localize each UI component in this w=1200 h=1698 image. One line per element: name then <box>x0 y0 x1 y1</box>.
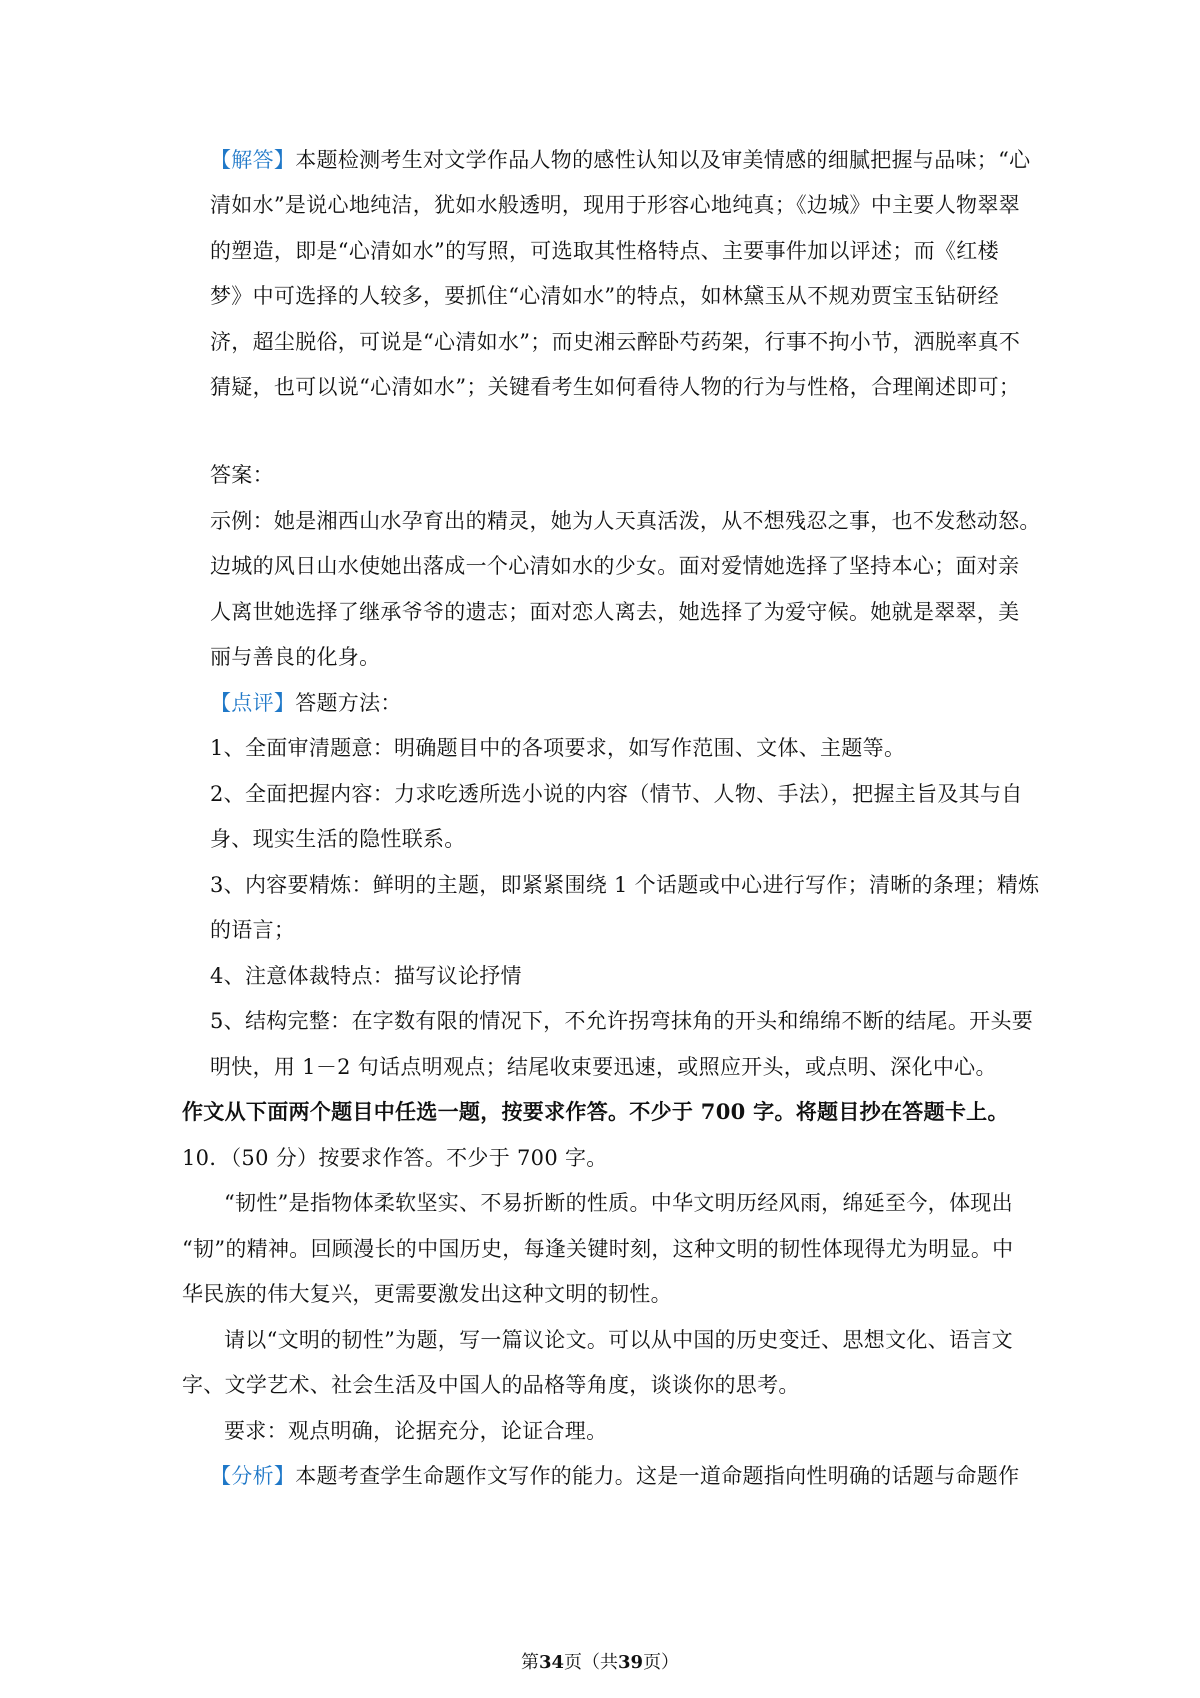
jieda-line: 清如水”是说心地纯洁，犹如水般透明，现用于形容心地纯真；《边城》中主要人物翠翠 <box>210 193 1020 217</box>
footer-prefix: 第 <box>520 1652 539 1673</box>
jieda-line: 的塑造，即是“心清如水”的写照，可选取其性格特点、主要事件加以评述；而《红楼 <box>210 239 999 263</box>
dianping-line: 4、注意体裁特点：描写议论抒情 <box>210 964 522 988</box>
answer-line: 边城的风日山水使她出落成一个心清如水的少女。面对爱情她选择了坚持本心；面对亲 <box>210 554 1020 578</box>
dianping-line: 2、全面把握内容：力求吃透所选小说的内容（情节、人物、手法），把握主旨及其与自 <box>210 782 1023 806</box>
q10-para2-line: 请以“文明的韧性”为题，写一篇议论文。可以从中国的历史变迁、思想文化、语言文 <box>224 1328 1013 1352</box>
dianping-tag: 【点评】 <box>210 691 296 715</box>
total-page-number: 39 <box>618 1652 644 1673</box>
answer-line: 示例：她是湘西山水孕育出的精灵，她为人天真活泼，从不想残忍之事，也不发愁动怒。 <box>210 509 1041 533</box>
q10-requirement: 要求：观点明确，论据充分，论证合理。 <box>224 1419 608 1443</box>
dianping-line: 5、结构完整：在字数有限的情况下，不允许拐弯抹角的开头和绵绵不断的结尾。开头要 <box>210 1009 1034 1033</box>
section-title: 作文从下面两个题目中任选一题，按要求作答。不少于 700 字。将题目抄在答题卡上。 <box>182 1099 1009 1124</box>
jieda-line-1 <box>210 145 1030 175</box>
q10-para1-line: “韧”的精神。回顾漫长的中国历史，每逢关键时刻，这种文明的韧性体现得尤为明显。中 <box>182 1237 1014 1261</box>
dianping-text: 答题方法： <box>295 691 402 715</box>
q10-para1-line: 华民族的伟大复兴，更需要激发出这种文明的韧性。 <box>182 1282 672 1306</box>
jieda-line: 猜疑，也可以说“心清如水”；关键看考生如何看待人物的行为与性格，合理阐述即可； <box>210 375 1021 399</box>
jieda-line: 梦》中可选择的人较多，要抓住“心清如水”的特点，如林黛玉从不规劝贾宝玉钻研经 <box>210 284 999 308</box>
jieda-line: 济，超尘脱俗，可说是“心清如水”；而史湘云醉卧芍药架，行事不拘小节，洒脱率真不 <box>210 330 1021 354</box>
answer-line: 人离世她选择了继承爷爷的遗志；面对恋人离去，她选择了为爱守候。她就是翠翠，美 <box>210 600 1020 624</box>
question-10-head: 10．（50 分）按要求作答。不少于 700 字。 <box>182 1146 608 1170</box>
dianping-line: 身、现实生活的隐性联系。 <box>210 827 466 851</box>
dianping-line: 的语言； <box>210 918 296 942</box>
dianping-line-1 <box>210 688 402 718</box>
current-page-number: 34 <box>538 1652 564 1673</box>
fenxi-line-1 <box>210 1461 1019 1491</box>
fenxi-tag: 【分析】 <box>210 1464 296 1488</box>
q10-para1-line: “韧性”是指物体柔软坚实、不易折断的性质。中华文明历经风雨，绵延至今，体现出 <box>224 1191 1013 1215</box>
fenxi-text: 本题考查学生命题作文写作的能力。这是一道命题指向性明确的话题与命题作 <box>295 1464 1020 1488</box>
footer-suffix: 页） <box>643 1652 680 1673</box>
dianping-line: 明快，用 1－2 句话点明观点；结尾收束要迅速，或照应开头，或点明、深化中心。 <box>210 1055 997 1079</box>
page-footer <box>0 1651 1200 1675</box>
jieda-text: 本题检测考生对文学作品人物的感性认知以及审美情感的细腻把握与品味；“心 <box>295 148 1031 172</box>
dianping-line: 1、全面审清题意：明确题目中的各项要求，如写作范围、文体、主题等。 <box>210 736 906 760</box>
dianping-line: 3、内容要精炼：鲜明的主题，即紧紧围绕 1 个话题或中心进行写作；清晰的条理；精炼 <box>210 873 1040 897</box>
q10-para2-line: 字、文学艺术、社会生活及中国人的品格等角度，谈谈你的思考。 <box>182 1373 800 1397</box>
answer-label: 答案： <box>210 463 274 487</box>
footer-middle: 页（共 <box>564 1652 618 1673</box>
answer-line: 丽与善良的化身。 <box>210 645 381 669</box>
jieda-tag: 【解答】 <box>210 148 296 172</box>
